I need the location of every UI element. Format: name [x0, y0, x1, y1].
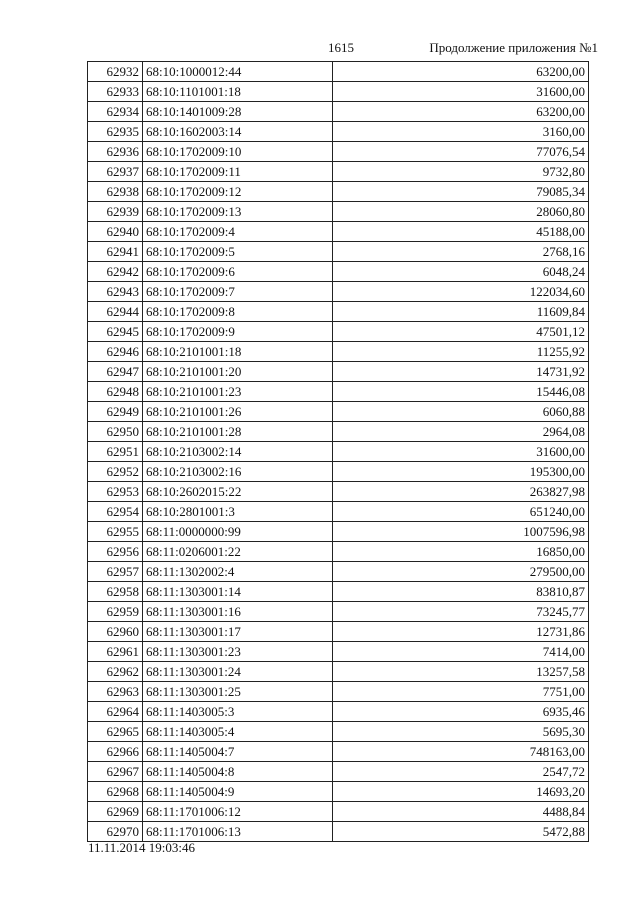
amount-cell: 83810,87: [333, 582, 589, 602]
amount-cell: 16850,00: [333, 542, 589, 562]
cadastral-number-cell: 68:10:2101001:26: [143, 402, 333, 422]
table-body: [88, 62, 589, 842]
amount-cell: 6060,88: [333, 402, 589, 422]
row-number-cell: 62950: [88, 422, 143, 442]
amount-cell: 45188,00: [333, 222, 589, 242]
row-number-cell: 62970: [88, 822, 143, 842]
table-row: [88, 682, 589, 702]
cadastral-number-cell: 68:10:2103002:14: [143, 442, 333, 462]
cadastral-number-cell: 68:11:1405004:7: [143, 742, 333, 762]
amount-cell: 7751,00: [333, 682, 589, 702]
table-row: [88, 642, 589, 662]
table-row: [88, 142, 589, 162]
amount-cell: 279500,00: [333, 562, 589, 582]
table-row: [88, 362, 589, 382]
page-number: 1615: [328, 40, 354, 55]
cadastral-number-cell: 68:10:1702009:4: [143, 222, 333, 242]
table-row: [88, 662, 589, 682]
data-table: [87, 61, 589, 842]
table-row: [88, 182, 589, 202]
table-row: [88, 802, 589, 822]
row-number-cell: 62943: [88, 282, 143, 302]
cadastral-number-cell: 68:10:1702009:13: [143, 202, 333, 222]
amount-cell: 6935,46: [333, 702, 589, 722]
table-row: [88, 522, 589, 542]
table-row: [88, 762, 589, 782]
cadastral-number-cell: 68:11:1303001:14: [143, 582, 333, 602]
row-number-cell: 62963: [88, 682, 143, 702]
table-row: [88, 502, 589, 522]
amount-cell: 15446,08: [333, 382, 589, 402]
cadastral-number-cell: 68:11:0000000:99: [143, 522, 333, 542]
row-number-cell: 62938: [88, 182, 143, 202]
amount-cell: 122034,60: [333, 282, 589, 302]
cadastral-number-cell: 68:11:1701006:12: [143, 802, 333, 822]
table-row: [88, 242, 589, 262]
cadastral-number-cell: 68:10:1702009:9: [143, 322, 333, 342]
row-number-cell: 62953: [88, 482, 143, 502]
row-number-cell: 62951: [88, 442, 143, 462]
amount-cell: 11255,92: [333, 342, 589, 362]
amount-cell: 748163,00: [333, 742, 589, 762]
table-row: [88, 542, 589, 562]
table-row: [88, 462, 589, 482]
cadastral-number-cell: 68:11:1405004:8: [143, 762, 333, 782]
cadastral-number-cell: 68:10:1702009:10: [143, 142, 333, 162]
cadastral-number-cell: 68:10:2101001:18: [143, 342, 333, 362]
cadastral-number-cell: 68:10:1602003:14: [143, 122, 333, 142]
amount-cell: 9732,80: [333, 162, 589, 182]
row-number-cell: 62935: [88, 122, 143, 142]
amount-cell: 77076,54: [333, 142, 589, 162]
amount-cell: 31600,00: [333, 82, 589, 102]
cadastral-number-cell: 68:10:1702009:8: [143, 302, 333, 322]
cadastral-number-cell: 68:10:1702009:7: [143, 282, 333, 302]
row-number-cell: 62937: [88, 162, 143, 182]
amount-cell: 47501,12: [333, 322, 589, 342]
row-number-cell: 62960: [88, 622, 143, 642]
table-row: [88, 562, 589, 582]
row-number-cell: 62932: [88, 62, 143, 82]
row-number-cell: 62948: [88, 382, 143, 402]
amount-cell: 14693,20: [333, 782, 589, 802]
amount-cell: 5472,88: [333, 822, 589, 842]
cadastral-number-cell: 68:11:1303001:17: [143, 622, 333, 642]
cadastral-number-cell: 68:11:1303001:25: [143, 682, 333, 702]
row-number-cell: 62956: [88, 542, 143, 562]
cadastral-number-cell: 68:10:2101001:20: [143, 362, 333, 382]
amount-cell: 263827,98: [333, 482, 589, 502]
table-row: [88, 82, 589, 102]
cadastral-number-cell: 68:10:1702009:11: [143, 162, 333, 182]
cadastral-number-cell: 68:10:1702009:12: [143, 182, 333, 202]
table-row: [88, 102, 589, 122]
table-row: [88, 342, 589, 362]
row-number-cell: 62944: [88, 302, 143, 322]
cadastral-number-cell: 68:10:1000012:44: [143, 62, 333, 82]
cadastral-number-cell: 68:11:0206001:22: [143, 542, 333, 562]
footer-timestamp: 11.11.2014 19:03:46: [88, 840, 196, 855]
row-number-cell: 62942: [88, 262, 143, 282]
table-row: [88, 162, 589, 182]
amount-cell: 7414,00: [333, 642, 589, 662]
cadastral-number-cell: 68:10:2103002:16: [143, 462, 333, 482]
amount-cell: 13257,58: [333, 662, 589, 682]
amount-cell: 651240,00: [333, 502, 589, 522]
row-number-cell: 62949: [88, 402, 143, 422]
row-number-cell: 62969: [88, 802, 143, 822]
amount-cell: 31600,00: [333, 442, 589, 462]
table-row: [88, 382, 589, 402]
amount-cell: 2768,16: [333, 242, 589, 262]
cadastral-number-cell: 68:10:2801001:3: [143, 502, 333, 522]
amount-cell: 4488,84: [333, 802, 589, 822]
amount-cell: 5695,30: [333, 722, 589, 742]
row-number-cell: 62965: [88, 722, 143, 742]
amount-cell: 63200,00: [333, 62, 589, 82]
cadastral-number-cell: 68:10:2602015:22: [143, 482, 333, 502]
cadastral-number-cell: 68:11:1303001:24: [143, 662, 333, 682]
amount-cell: 28060,80: [333, 202, 589, 222]
table-row: [88, 582, 589, 602]
table-row: [88, 202, 589, 222]
row-number-cell: 62961: [88, 642, 143, 662]
row-number-cell: 62959: [88, 602, 143, 622]
row-number-cell: 62933: [88, 82, 143, 102]
cadastral-number-cell: 68:10:1101001:18: [143, 82, 333, 102]
table-row: [88, 722, 589, 742]
amount-cell: 195300,00: [333, 462, 589, 482]
row-number-cell: 62946: [88, 342, 143, 362]
cadastral-number-cell: 68:11:1302002:4: [143, 562, 333, 582]
row-number-cell: 62939: [88, 202, 143, 222]
cadastral-number-cell: 68:11:1405004:9: [143, 782, 333, 802]
row-number-cell: 62968: [88, 782, 143, 802]
row-number-cell: 62967: [88, 762, 143, 782]
cadastral-number-cell: 68:10:1702009:6: [143, 262, 333, 282]
table-row: [88, 122, 589, 142]
row-number-cell: 62936: [88, 142, 143, 162]
cadastral-number-cell: 68:11:1303001:16: [143, 602, 333, 622]
row-number-cell: 62957: [88, 562, 143, 582]
table-row: [88, 702, 589, 722]
amount-cell: 12731,86: [333, 622, 589, 642]
amount-cell: 14731,92: [333, 362, 589, 382]
amount-cell: 1007596,98: [333, 522, 589, 542]
cadastral-number-cell: 68:10:1401009:28: [143, 102, 333, 122]
cadastral-number-cell: 68:11:1303001:23: [143, 642, 333, 662]
table-row: [88, 422, 589, 442]
amount-cell: 6048,24: [333, 262, 589, 282]
row-number-cell: 62954: [88, 502, 143, 522]
cadastral-number-cell: 68:10:2101001:23: [143, 382, 333, 402]
amount-cell: 3160,00: [333, 122, 589, 142]
table-row: [88, 782, 589, 802]
table-row: [88, 62, 589, 82]
table-row: [88, 622, 589, 642]
cadastral-number-cell: 68:11:1403005:4: [143, 722, 333, 742]
table-row: [88, 262, 589, 282]
table-row: [88, 282, 589, 302]
row-number-cell: 62947: [88, 362, 143, 382]
row-number-cell: 62940: [88, 222, 143, 242]
cadastral-number-cell: 68:10:1702009:5: [143, 242, 333, 262]
table-row: [88, 822, 589, 842]
amount-cell: 2547,72: [333, 762, 589, 782]
row-number-cell: 62955: [88, 522, 143, 542]
amount-cell: 63200,00: [333, 102, 589, 122]
amount-cell: 11609,84: [333, 302, 589, 322]
table-row: [88, 302, 589, 322]
cadastral-number-cell: 68:10:2101001:28: [143, 422, 333, 442]
amount-cell: 73245,77: [333, 602, 589, 622]
cadastral-number-cell: 68:11:1403005:3: [143, 702, 333, 722]
amount-cell: 79085,34: [333, 182, 589, 202]
cadastral-number-cell: 68:11:1701006:13: [143, 822, 333, 842]
table-row: [88, 402, 589, 422]
amount-cell: 2964,08: [333, 422, 589, 442]
row-number-cell: 62952: [88, 462, 143, 482]
table-row: [88, 442, 589, 462]
row-number-cell: 62945: [88, 322, 143, 342]
row-number-cell: 62958: [88, 582, 143, 602]
continuation-heading: Продолжение приложения №1: [429, 40, 598, 55]
row-number-cell: 62966: [88, 742, 143, 762]
row-number-cell: 62962: [88, 662, 143, 682]
table-row: [88, 482, 589, 502]
row-number-cell: 62934: [88, 102, 143, 122]
table-row: [88, 602, 589, 622]
row-number-cell: 62964: [88, 702, 143, 722]
row-number-cell: 62941: [88, 242, 143, 262]
table-row: [88, 222, 589, 242]
table-row: [88, 322, 589, 342]
table-row: [88, 742, 589, 762]
